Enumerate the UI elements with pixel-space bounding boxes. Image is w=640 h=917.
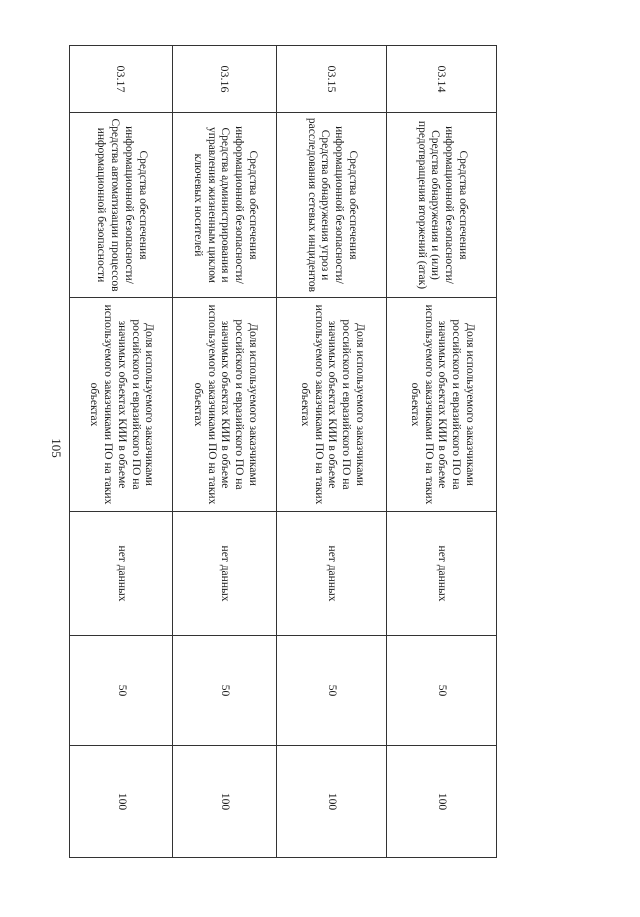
table-container: [70, 45, 497, 857]
table-row: [70, 46, 173, 858]
table-row: [173, 46, 277, 858]
row-code: 03.15: [277, 46, 387, 113]
row-target-1: 50: [277, 636, 387, 746]
row-target-2: 100: [387, 746, 497, 858]
row-baseline: нет данных: [277, 512, 387, 636]
row-name: Средства обеспечения информационной безопасности/Средства обнаружения угроз и расследования сетевых инцидентов: [277, 113, 387, 298]
row-target-2: 100: [70, 746, 173, 858]
row-target-1: 50: [387, 636, 497, 746]
row-baseline: нет данных: [173, 512, 277, 636]
row-code: 03.16: [173, 46, 277, 113]
row-target-1: 50: [173, 636, 277, 746]
table-row: [387, 46, 497, 858]
row-indicator: Доля используемого заказчиками российского и евразийского ПО на значимых объектах КИИ в объеме используемого заказчиками ПО на таких объектах: [173, 298, 277, 512]
row-code: 03.17: [70, 46, 173, 113]
row-target-1: 50: [70, 636, 173, 746]
row-indicator: Доля используемого заказчиками российского и евразийского ПО на значимых объектах КИИ в объеме используемого заказчиками ПО на таких объектах: [387, 298, 497, 512]
data-table: [69, 45, 497, 858]
row-name: Средства обеспечения информационной безопасности/Средства автоматизации процессов информационной безопасности: [70, 113, 173, 298]
row-target-2: 100: [277, 746, 387, 858]
row-target-2: 100: [173, 746, 277, 858]
row-indicator: Доля используемого заказчиками российского и евразийского ПО на значимых объектах КИИ в объеме используемого заказчиками ПО на таких объектах: [70, 298, 173, 512]
row-code: 03.14: [387, 46, 497, 113]
row-baseline: нет данных: [387, 512, 497, 636]
row-name: Средства обеспечения информационной безопасности/Средства администрирования и управления жизненным циклом ключевых носителей: [173, 113, 277, 298]
row-name: Средства обеспечения информационной безопасности/Средства обнаружения и (или) предотвращения вторжений (атак): [387, 113, 497, 298]
row-indicator: Доля используемого заказчиками российского и евразийского ПО на значимых объектах КИИ в объеме используемого заказчиками ПО на таких объектах: [277, 298, 387, 512]
row-baseline: нет данных: [70, 512, 173, 636]
page-number: 105: [49, 438, 64, 458]
table-row: [277, 46, 387, 858]
